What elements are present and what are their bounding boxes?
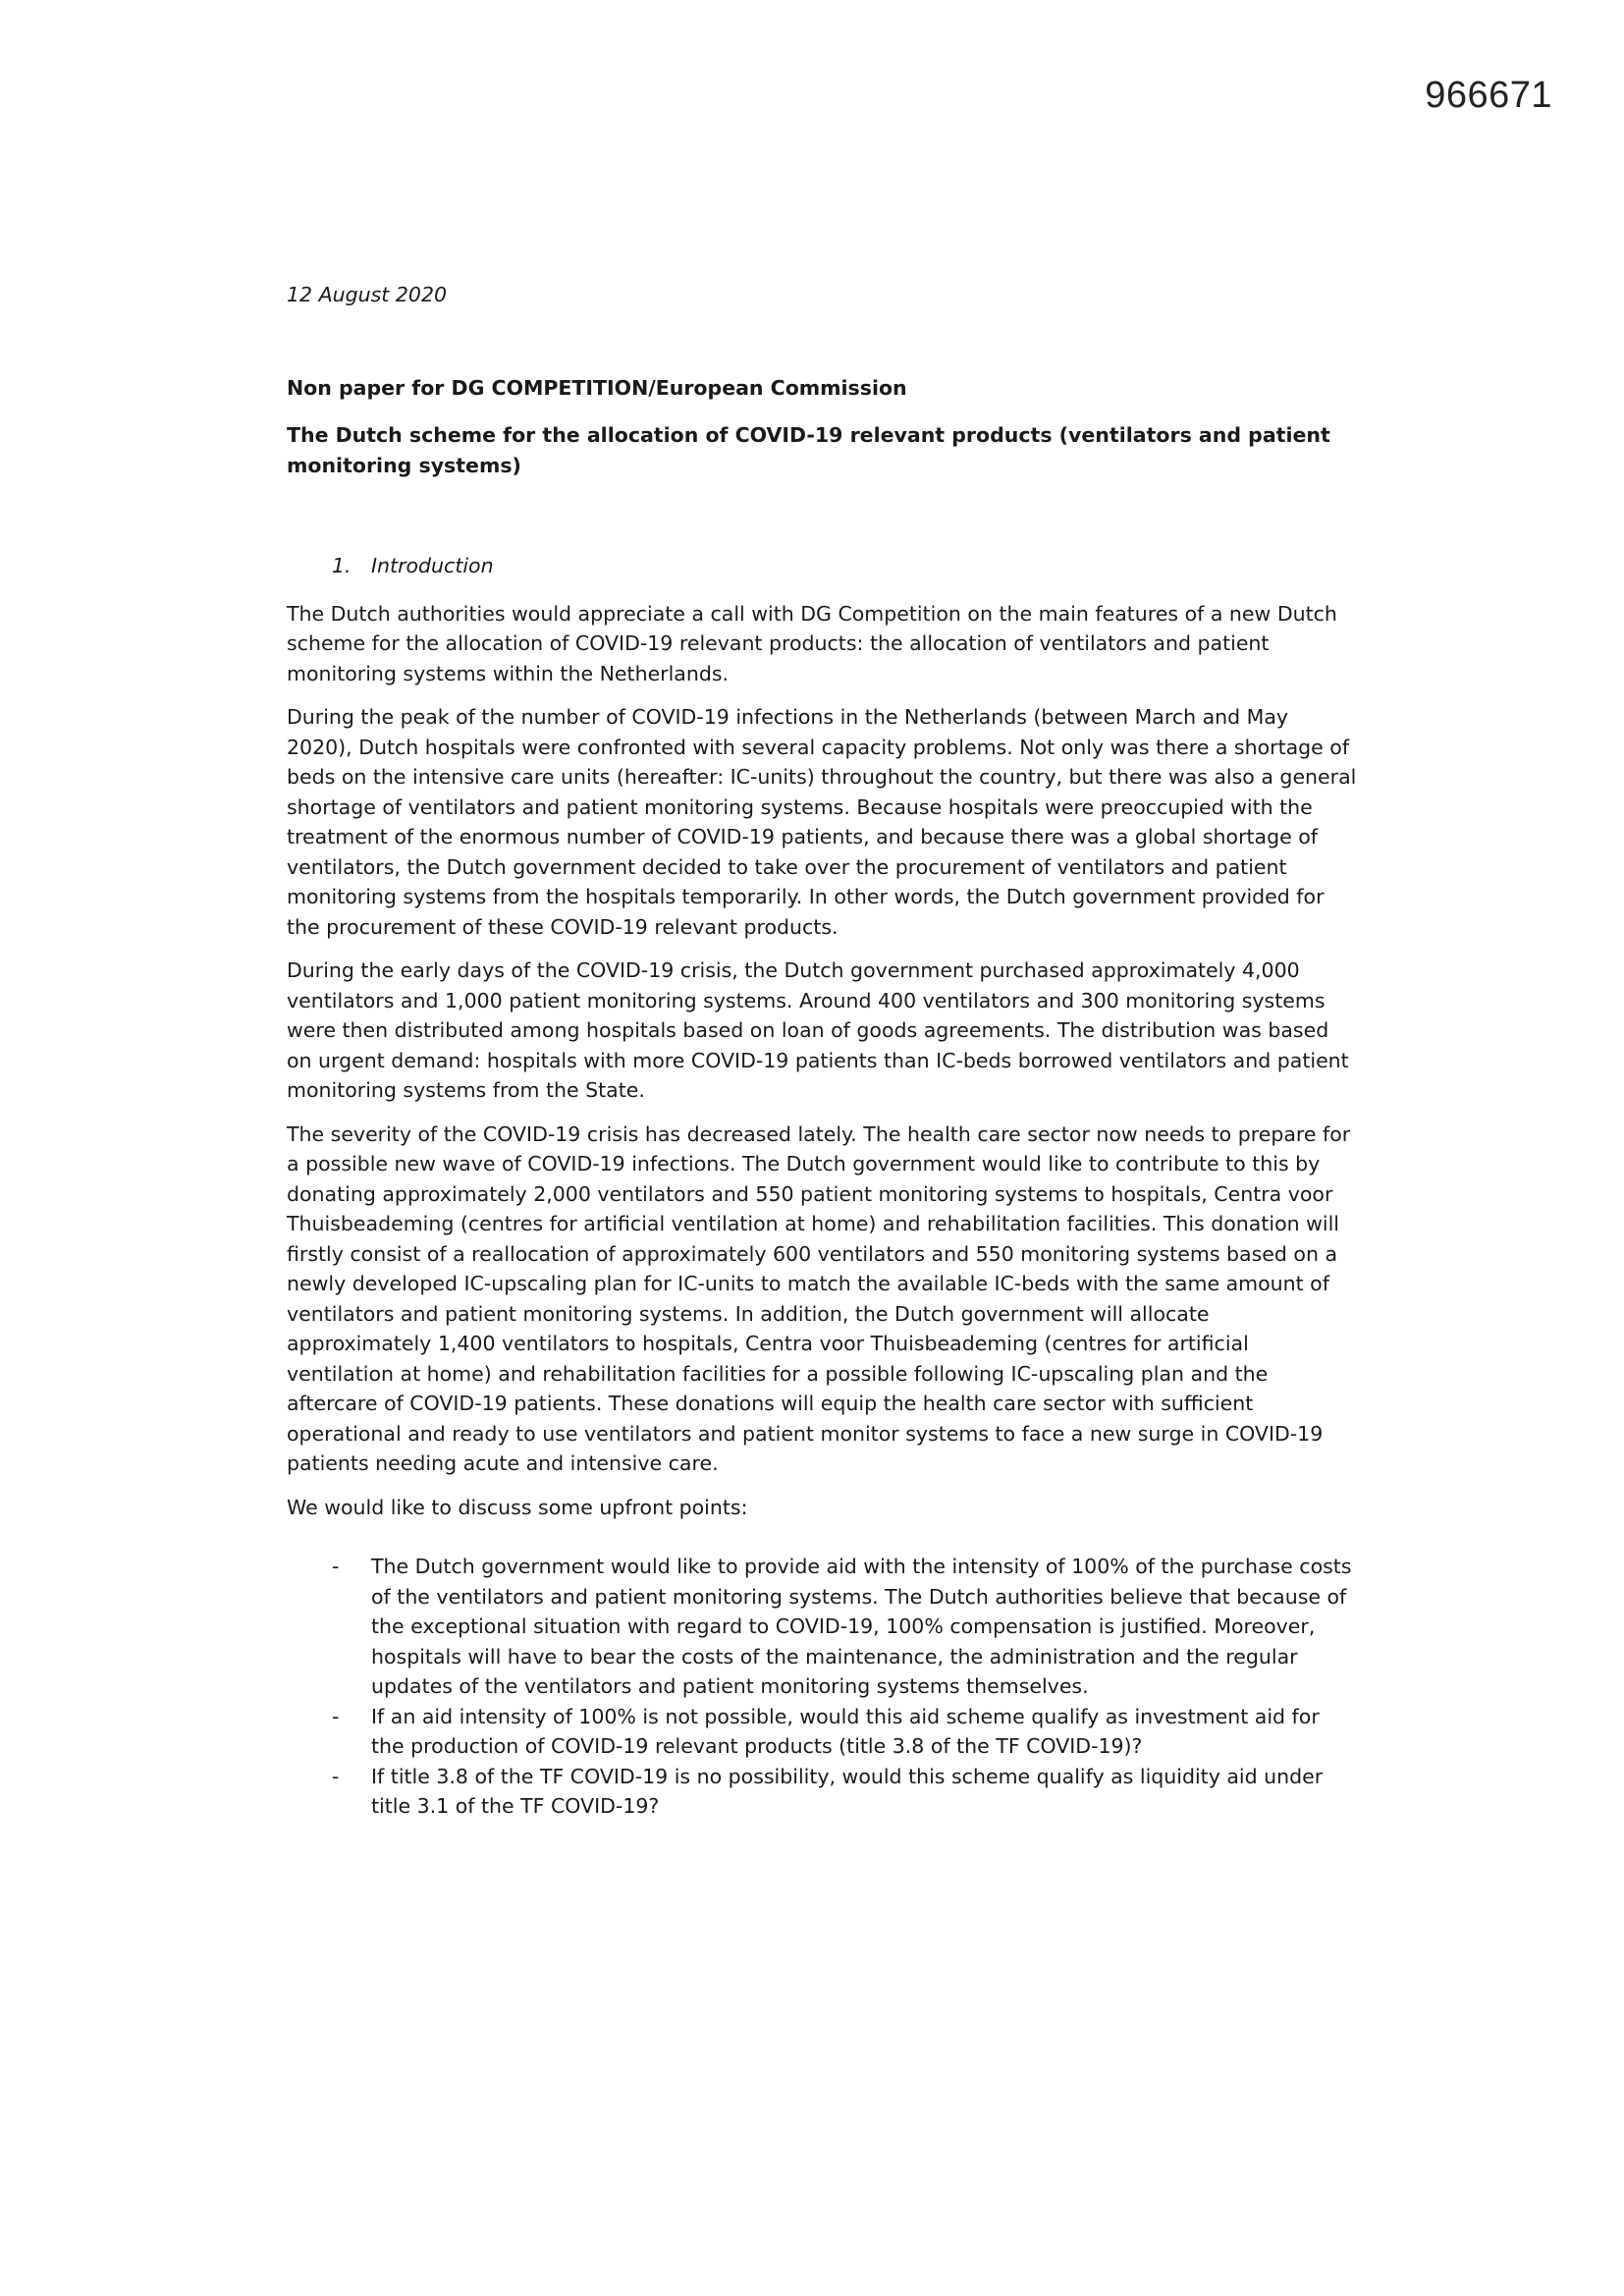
paragraph: During the peak of the number of COVID-19 infections in the Netherlands (between March and May 2020), Dutch hospitals were confronted with several capacity problems. Not only was there a shortage of beds on the intensive care units (hereafter: IC-units) throughout the country, but there was also a general shortage of ventilators and patient monitoring systems. Because hospitals were preoccupied with the treatment of the enormous number of COVID-19 patients, and because there was a global shortage of ventilators, the Dutch government decided to take over the procurement of ventilators and patient monitoring systems from the hospitals temporarily. In other words, the Dutch government provided for the procurement of these COVID-19 relevant products. [287, 705, 1357, 939]
paragraph: The severity of the COVID-19 crisis has decreased lately. The health care sector now needs to prepare for a possible new wave of COVID-19 infections. The Dutch government would like to contribute to this by donating approximately 2,000 ventilators and 550 patient monitoring systems to hospitals, Centra voor Thuisbeademing (centres for artificial ventilation at home) and rehabilitation facilities. This donation will firstly consist of a reallocation of approximately 600 ventilators and 550 monitoring systems based on a newly developed IC-upscaling plan for IC-units to match the available IC-beds with the same amount of ventilators and patient monitoring systems. In addition, the Dutch government will allocate approximately 1,400 ventilators to hospitals, Centra voor Thuisbeademing (centres for artificial ventilation at home) and rehabilitation facilities for a possible following IC-upscaling plan and the aftercare of COVID-19 patients. These donations will equip the health care sector with sufficient operational and ready to use ventilators and patient monitor systems to face a new surge in COVID-19 patients needing acute and intensive care. [287, 1121, 1351, 1475]
list-item-text: If title 3.8 of the TF COVID-19 is no possibility, would this scheme qualify as liquidity aid under title 3.1 of the TF COVID-19? [371, 1764, 1324, 1818]
list-item [287, 1552, 1357, 1702]
section-title [332, 551, 1357, 581]
discussion-points-list [287, 1552, 1357, 1822]
document-number: 966671 [1425, 75, 1552, 116]
document-date: 12 August 2020 [287, 283, 448, 306]
bullet-dash: - [332, 1764, 340, 1788]
bullet-dash: - [332, 1555, 340, 1578]
list-item-text: If an aid intensity of 100% is not possible, would this aid scheme qualify as investment aid for the production of COVID-19 relevant products (title 3.8 of the TF COVID-19)? [371, 1704, 1320, 1758]
document-body [287, 280, 1357, 1822]
paragraph: We would like to discuss some upfront points: [287, 1495, 748, 1519]
paragraph: The Dutch authorities would appreciate a call with DG Competition on the main features of a new Dutch scheme for the allocation of COVID-19 relevant products: the allocation of ventilators and patient monitoring systems within the Netherlands. [287, 601, 1337, 685]
paragraph: During the early days of the COVID-19 crisis, the Dutch government purchased approximately 4,000 ventilators and 1,000 patient monitoring systems. Around 400 ventilators and 300 monitoring systems were then distributed among hospitals based on loan of goods agreements. The distribution was based on urgent demand: hospitals with more COVID-19 patients than IC-beds borrowed ventilators and patient monitoring systems from the State. [287, 958, 1349, 1102]
document-heading: Non paper for DG COMPETITION/European Commission [287, 375, 907, 400]
document-subheading: The Dutch scheme for the allocation of COVID-19 relevant products (ventilators and patient monitoring systems) [287, 423, 1330, 477]
section-number: 1. [332, 554, 352, 577]
list-item [287, 1762, 1357, 1822]
section-title-text: Introduction [371, 554, 494, 577]
bullet-dash: - [332, 1704, 340, 1728]
list-item-text: The Dutch government would like to provide aid with the intensity of 100% of the purchase costs of the ventilators and patient monitoring systems. The Dutch authorities believe that because of the exceptional situation with regard to COVID-19, 100% compensation is justified. Moreover, hospitals will have to bear the costs of the maintenance, the administration and the regular updates of the ventilators and patient monitoring systems themselves. [371, 1555, 1352, 1698]
list-item [287, 1702, 1357, 1762]
